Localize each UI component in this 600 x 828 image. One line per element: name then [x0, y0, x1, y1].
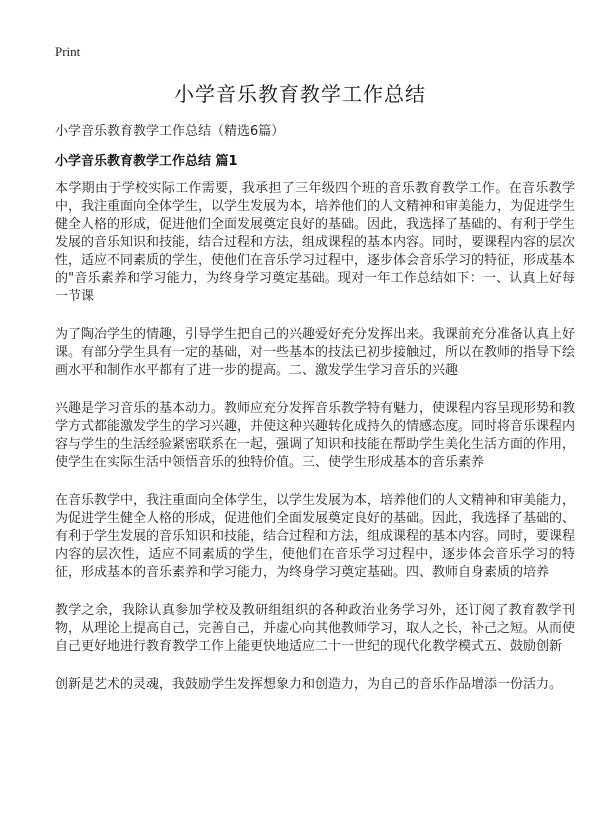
article-body: [55, 180, 575, 714]
paragraph: 创新是艺术的灵魂，我鼓励学生发挥想象力和创造力，为自己的音乐作品增添一份活力。: [55, 677, 563, 692]
paragraph: 在音乐教学中，我注重面向全体学生，以学生发展为本，培养他们的人文精神和审美能力，为促进学生健全人格的形成，促进他们全面发展奠定良好的基础。因此，我选择了基础的、有利于学生发展的音乐知识和技能，结合过程和方法，组成课程的基本内容。同时，要课程内容的层次性，适应不同素质的学生，使他们在音乐学习过程中，逐步体会音乐学习的特征，形成基本的音乐素养和学习能力，为终身学习奠定基础。四、教师自身素质的培养: [55, 493, 576, 580]
paragraph: 本学期由于学校实际工作需要，我承担了三年级四个班的音乐教育教学工作。在音乐教学中，我注重面向全体学生，以学生发展为本，培养他们的人文精神和审美能力，为促进学生健全人格的形成，促进他们全面发展奠定良好的基础。因此，我选择了基础的、有利于学生发展的音乐知识和技能，结合过程和方法，组成课程的基本内容。同时，要课程内容的层次性，适应不同素质的学生，使他们在音乐学习过程中，逐步体会音乐学习的特征，形成基本的"音乐素养和学习能力，为终身学习奠定基础。现对一年工作总结如下：一、认真上好每一节课: [55, 181, 576, 304]
paragraph: 为了陶冶学生的情趣，引导学生把自己的兴趣爱好充分发挥出来。我课前充分准备认真上好课。有部分学生具有一定的基础，对一些基本的技法已初步接触过，所以在教师的指导下绘画水平和制作水平都有了进一步的提高。二、激发学生学习音乐的兴趣: [55, 327, 576, 378]
document-subtitle: 小学音乐教育教学工作总结（精选6篇）: [55, 124, 285, 139]
print-link[interactable]: Print: [55, 44, 81, 59]
paragraph: 教学之余，我除认真参加学校及教研组组织的各种政治业务学习外，还订阅了教育教学刊物，从理论上提高自己，完善自己，并虚心向其他教师学习，取人之长，补己之短。从而使自己更好地进行教育教学工作上能更快地适应二十一世纪的现代化教学模式五、鼓励创新: [55, 603, 576, 654]
page-title: 小学音乐教育教学工作总结: [174, 82, 426, 106]
paragraph: 兴趣是学习音乐的基本动力。教师应充分发挥音乐教学特有魅力，使课程内容呈现形势和教学方式都能激发学生的学习兴趣，并使这种兴趣转化成持久的情感态度。同时将音乐课程内容与学生的生活经验紧密联系在一起，强调了知识和技能在帮助学生美化生活方面的作用，使学生在实际生活中领悟音乐的独特价值。三、使学生形成基本的音乐素养: [55, 401, 576, 470]
section-heading: 小学音乐教育教学工作总结 篇1: [55, 154, 238, 169]
